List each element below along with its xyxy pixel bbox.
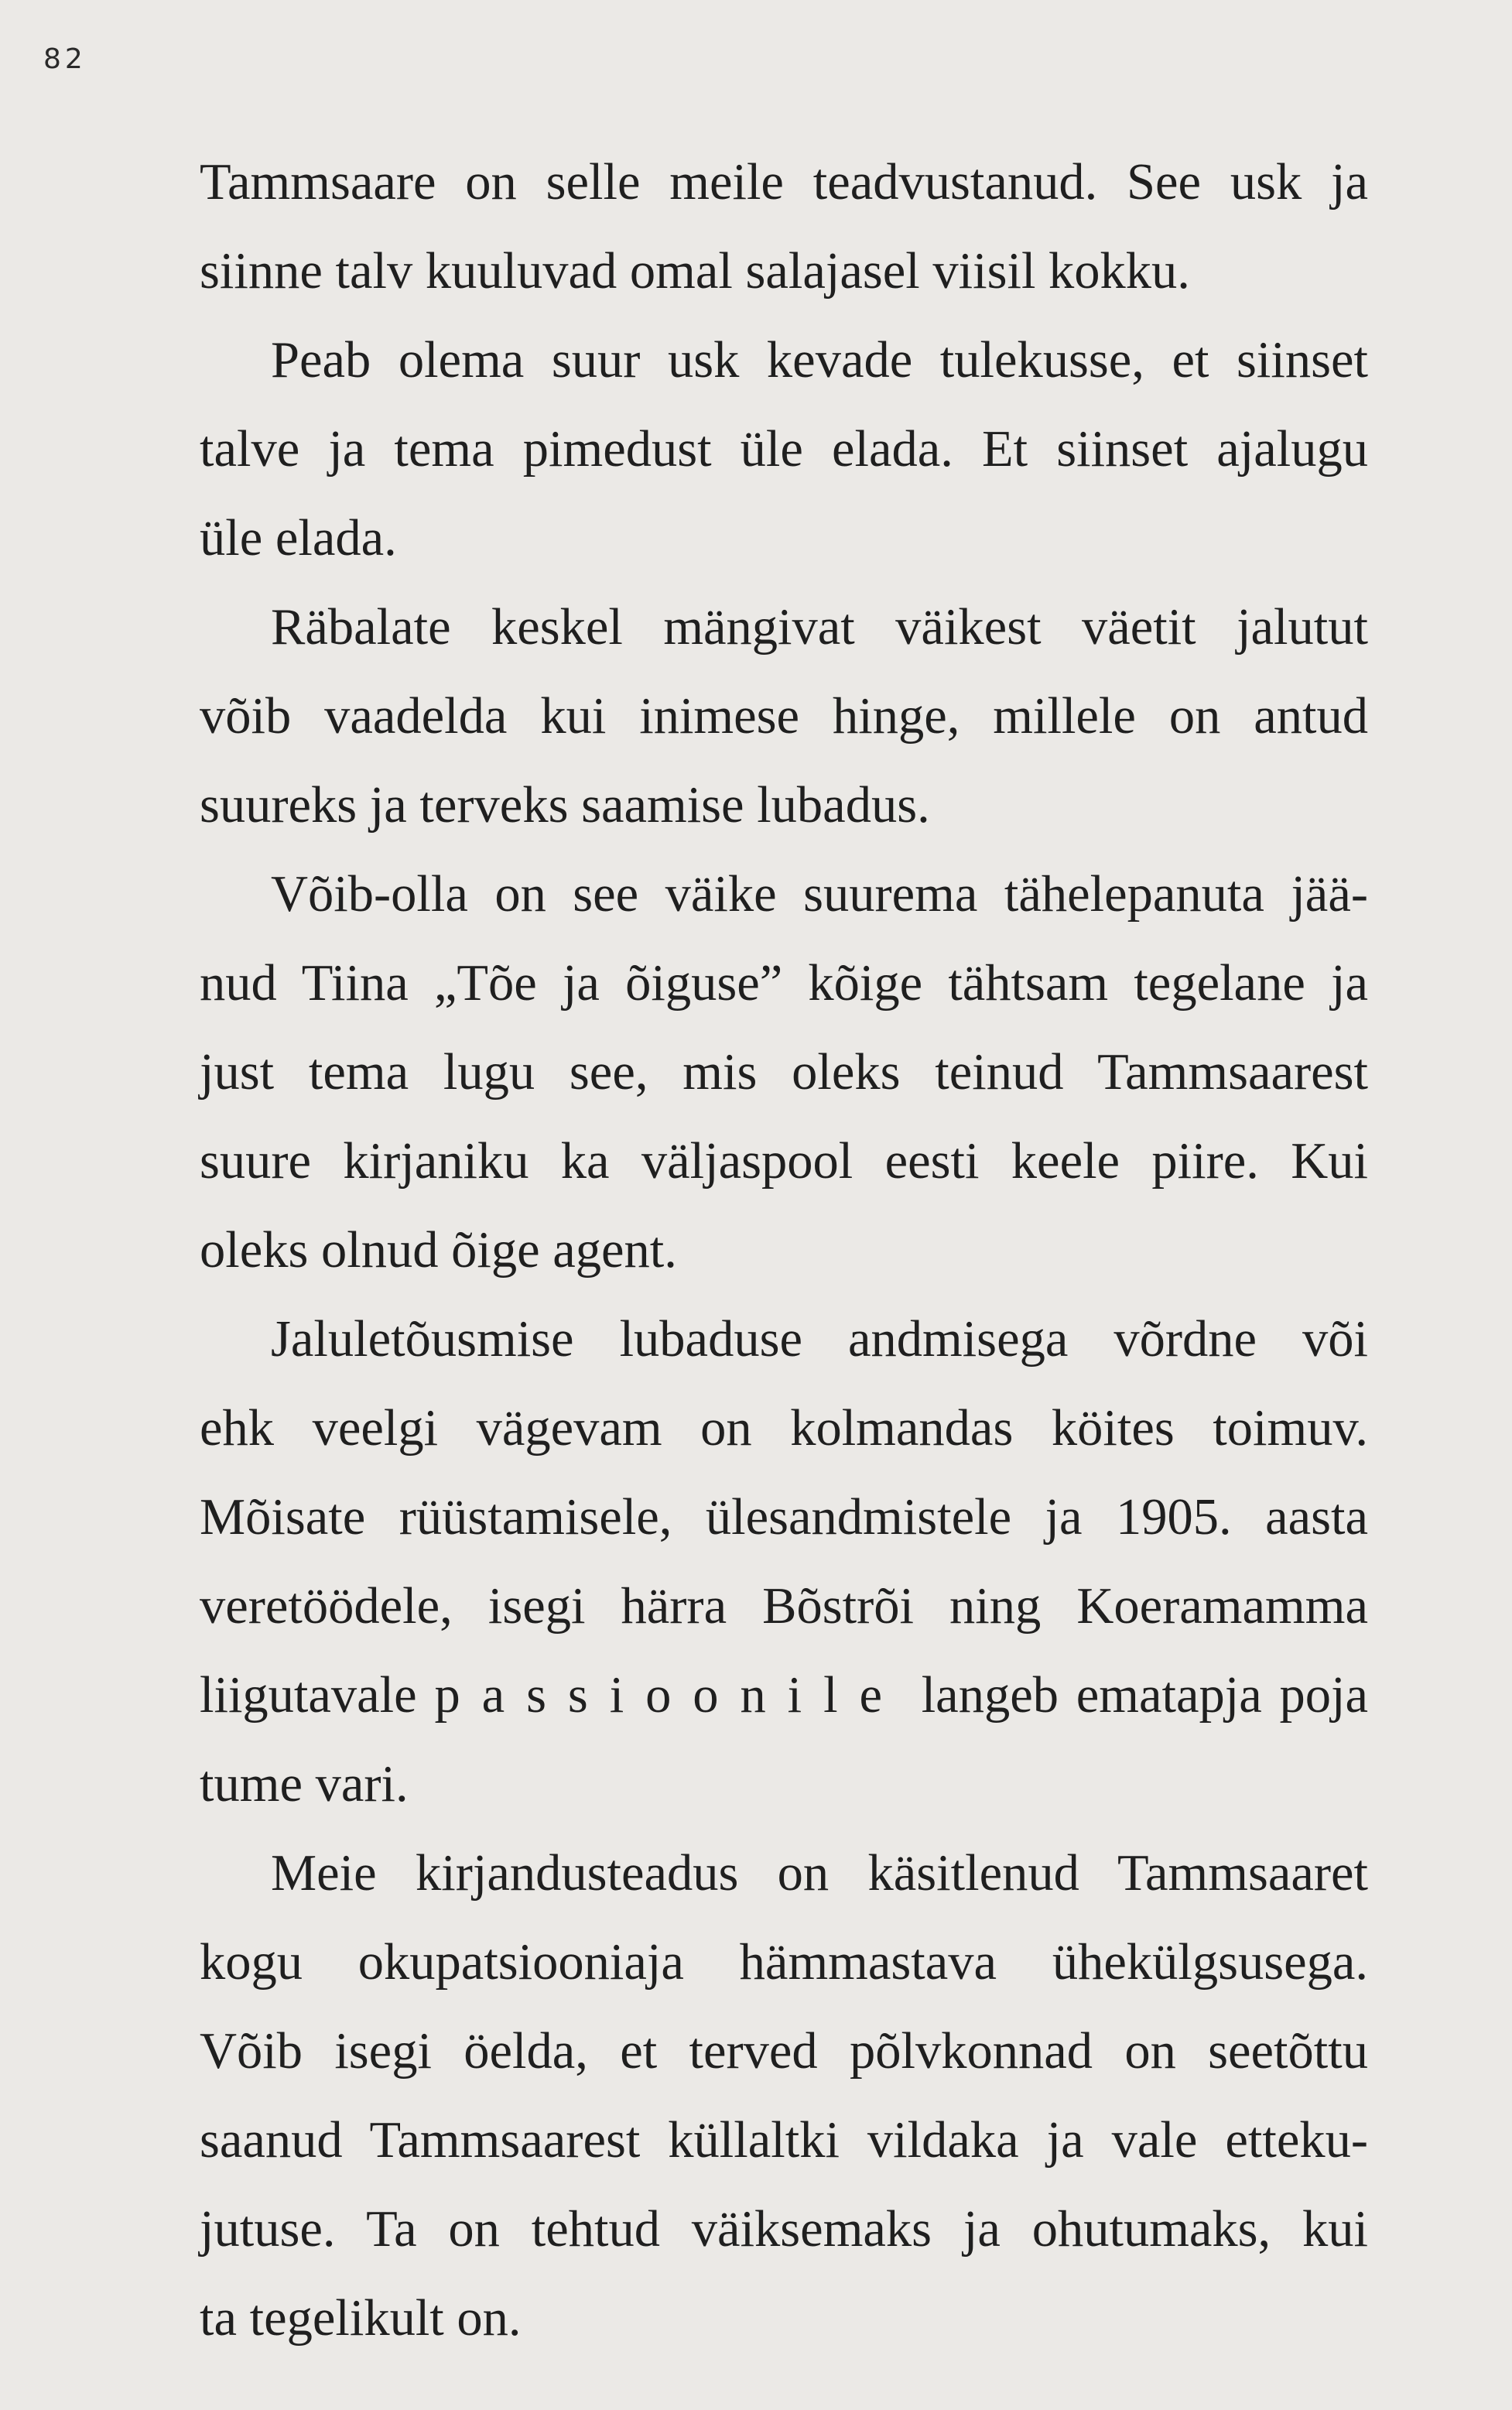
text-segment: langeb ematapja poja (903, 1667, 1368, 1724)
text-line: just tema lugu see, mis oleks teinud Tammsaarest (200, 1044, 1368, 1101)
text-line: ehk veelgi vägevam on kolmandas köites toimuv. (200, 1400, 1368, 1457)
text-line: ta tegelikult on. (200, 2290, 522, 2347)
text-line: Räbalate keskel mängivat väikest väetit jalutut (271, 599, 1368, 656)
text-line: Tammsaare on selle meile teadvustanud. See usk ja (200, 154, 1368, 211)
text-line: suure kirjaniku ka väljaspool eesti keele piire. Kui (200, 1133, 1368, 1190)
text-line: suureks ja terveks saamise lubadus. (200, 777, 930, 834)
text-line: Peab olema suur usk kevade tulekusse, et siinset (271, 332, 1368, 389)
text-line: Võib isegi öelda, et terved põlvkonnad on seetõttu (200, 2023, 1368, 2080)
text-line: jutuse. Ta on tehtud väiksemaks ja ohutumaks, kui (200, 2201, 1368, 2258)
text-line: tume vari. (200, 1756, 409, 1813)
text-line: Meie kirjandusteadus on käsitlenud Tammsaaret (271, 1845, 1368, 1902)
page-number: 82 (43, 43, 87, 75)
text-line: siinne talv kuuluvad omal salajasel viisil kokku. (200, 243, 1190, 300)
text-line: Jaluletõusmise lubaduse andmisega võrdne või (271, 1311, 1368, 1368)
emphasized-spaced-word: passioonile (434, 1667, 904, 1724)
text-line: saanud Tammsaarest küllaltki vildaka ja vale etteku- (200, 2112, 1368, 2169)
text-segment: liigutavale (200, 1667, 435, 1724)
text-line: võib vaadelda kui inimese hinge, millele on antud (200, 688, 1368, 745)
text-line: kogu okupatsiooniaja hämmastava ühekülgsusega. (200, 1934, 1368, 1991)
text-line: talve ja tema pimedust üle elada. Et siinset ajalugu (200, 421, 1368, 478)
body-text (200, 138, 1368, 2363)
text-line: Võib-olla on see väike suurema tähelepanuta jää- (271, 866, 1368, 923)
text-line: nud Tiina „Tõe ja õiguse” kõige tähtsam tegelane ja (200, 955, 1368, 1012)
text-line: veretöödele, isegi härra Bõstrõi ning Koeramamma (200, 1578, 1368, 1635)
text-line: oleks olnud õige agent. (200, 1222, 677, 1279)
text-line: üle elada. (200, 510, 397, 567)
text-line-with-spaced-word (200, 1651, 1368, 1740)
text-line: Mõisate rüüstamisele, ülesandmistele ja 1905. aasta (200, 1489, 1368, 1546)
